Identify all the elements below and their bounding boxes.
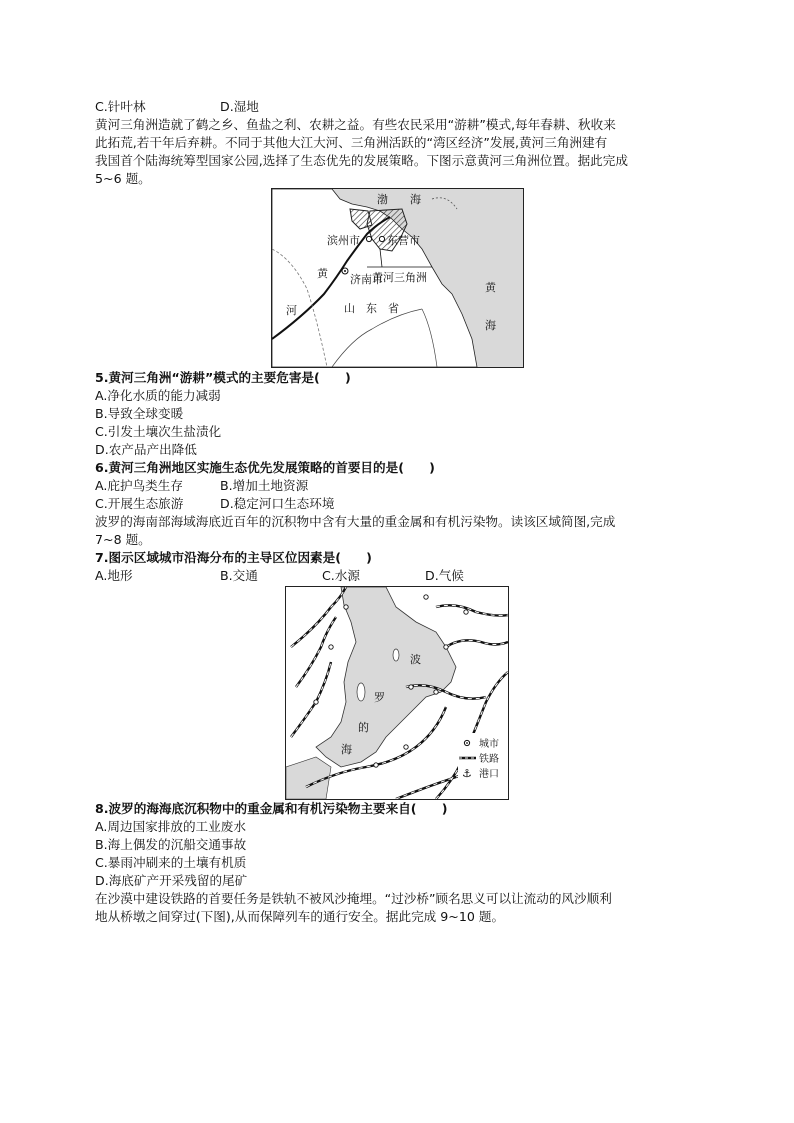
legend-railway: 铁路 — [479, 754, 499, 765]
q5-stem: 5.黄河三角洲“游耕”模式的主要危害是( ) — [95, 370, 351, 385]
q6-stem: 6.黄河三角洲地区实施生态优先发展策略的首要目的是( ) — [95, 460, 435, 475]
q8-option-d: D.海底矿产开采残留的尾矿 — [95, 873, 248, 888]
q5-option-c: C.引发土壤次生盐渍化 — [95, 424, 222, 439]
map-legend — [458, 733, 508, 799]
intro2-line-1: 波罗的海南部海域海底近百年的沉积物中含有大量的重金属和有机污染物。读该区域简图,完成 — [95, 514, 616, 529]
q7-stem: 7.图示区域城市沿海分布的主导区位因素是( ) — [95, 550, 372, 565]
baltic-sea-map — [285, 586, 509, 800]
intro2-line-2: 7~8 题。 — [95, 532, 151, 547]
label-huanghe-river: 黄 — [317, 267, 328, 280]
q6-option-c: C.开展生态旅游 — [95, 496, 184, 511]
intro3-line-2: 地从桥墩之间穿过(下图),从而保障列车的通行安全。据此完成 9~10 题。 — [95, 909, 505, 924]
label-binzhou: 滨州市 — [327, 234, 360, 247]
label-huang-sea-1: 黄 — [485, 281, 496, 294]
baltic-sea — [316, 587, 456, 767]
label-bohai: 渤 海 — [377, 193, 421, 206]
label-dongying: 东营市 — [387, 234, 420, 247]
q8-option-a: A.周边国家排放的工业废水 — [95, 819, 246, 834]
q6-option-a: A.庇护鸟类生存 — [95, 478, 183, 493]
label-he: 河 — [286, 304, 297, 317]
intro1-line-4: 5~6 题。 — [95, 171, 151, 186]
label-delta: 黄河三角洲 — [372, 271, 427, 284]
label-de: 的 — [358, 721, 369, 734]
label-hai: 海 — [341, 743, 352, 756]
q7-option-a: A.地形 — [95, 568, 133, 583]
legend-city: 城市 — [479, 739, 499, 750]
legend-port: 港口 — [479, 769, 499, 780]
q4-option-c: C.针叶林 — [95, 99, 146, 114]
binzhou-city-dot — [366, 236, 371, 241]
label-luo: 罗 — [374, 691, 385, 704]
q6-option-b: B.增加土地资源 — [220, 478, 309, 493]
label-huang-sea-2: 海 — [485, 319, 496, 332]
q5-option-a: A.净化水质的能力减弱 — [95, 388, 221, 403]
anchor-icon: ⚓ — [462, 767, 472, 780]
q8-option-c: C.暴雨冲刷来的土壤有机质 — [95, 855, 247, 870]
yellow-river-delta-map — [271, 188, 524, 368]
intro3-line-1: 在沙漠中建设铁路的首要任务是铁轨不被风沙掩埋。“过沙桥”顾名思义可以让流动的风沙顺利 — [95, 891, 612, 906]
label-jinan: 济南市 — [350, 273, 383, 286]
q7-option-c: C.水源 — [322, 568, 360, 583]
q7-option-b: B.交通 — [220, 568, 258, 583]
intro1-line-2: 此拓荒,若干年后弃耕。不同于其他大江大河、三角洲活跃的“湾区经济”发展,黄河三角洲建有 — [95, 135, 608, 150]
q5-option-d: D.农产品产出降低 — [95, 442, 197, 457]
intro1-line-1: 黄河三角洲造就了鹤之乡、鱼盐之利、农耕之益。有些农民采用“游耕”模式,每年春耕、秋收来 — [95, 117, 616, 132]
intro1-line-3: 我国首个陆海统筹型国家公园,选择了生态优先的发展策略。下图示意黄河三角洲位置。据此完成 — [95, 153, 628, 168]
dongying-city-dot — [379, 236, 384, 241]
q5-option-b: B.导致全球变暖 — [95, 406, 184, 421]
label-shandong: 山 东 省 — [344, 302, 399, 315]
q7-option-d: D.气候 — [425, 568, 464, 583]
q8-option-b: B.海上偶发的沉船交通事故 — [95, 837, 247, 852]
q4-option-d: D.湿地 — [220, 99, 259, 114]
q8-stem: 8.波罗的海海底沉积物中的重金属和有机污染物主要来自( ) — [95, 801, 448, 816]
label-bo: 波 — [410, 653, 421, 666]
q6-option-d: D.稳定河口生态环境 — [220, 496, 335, 511]
